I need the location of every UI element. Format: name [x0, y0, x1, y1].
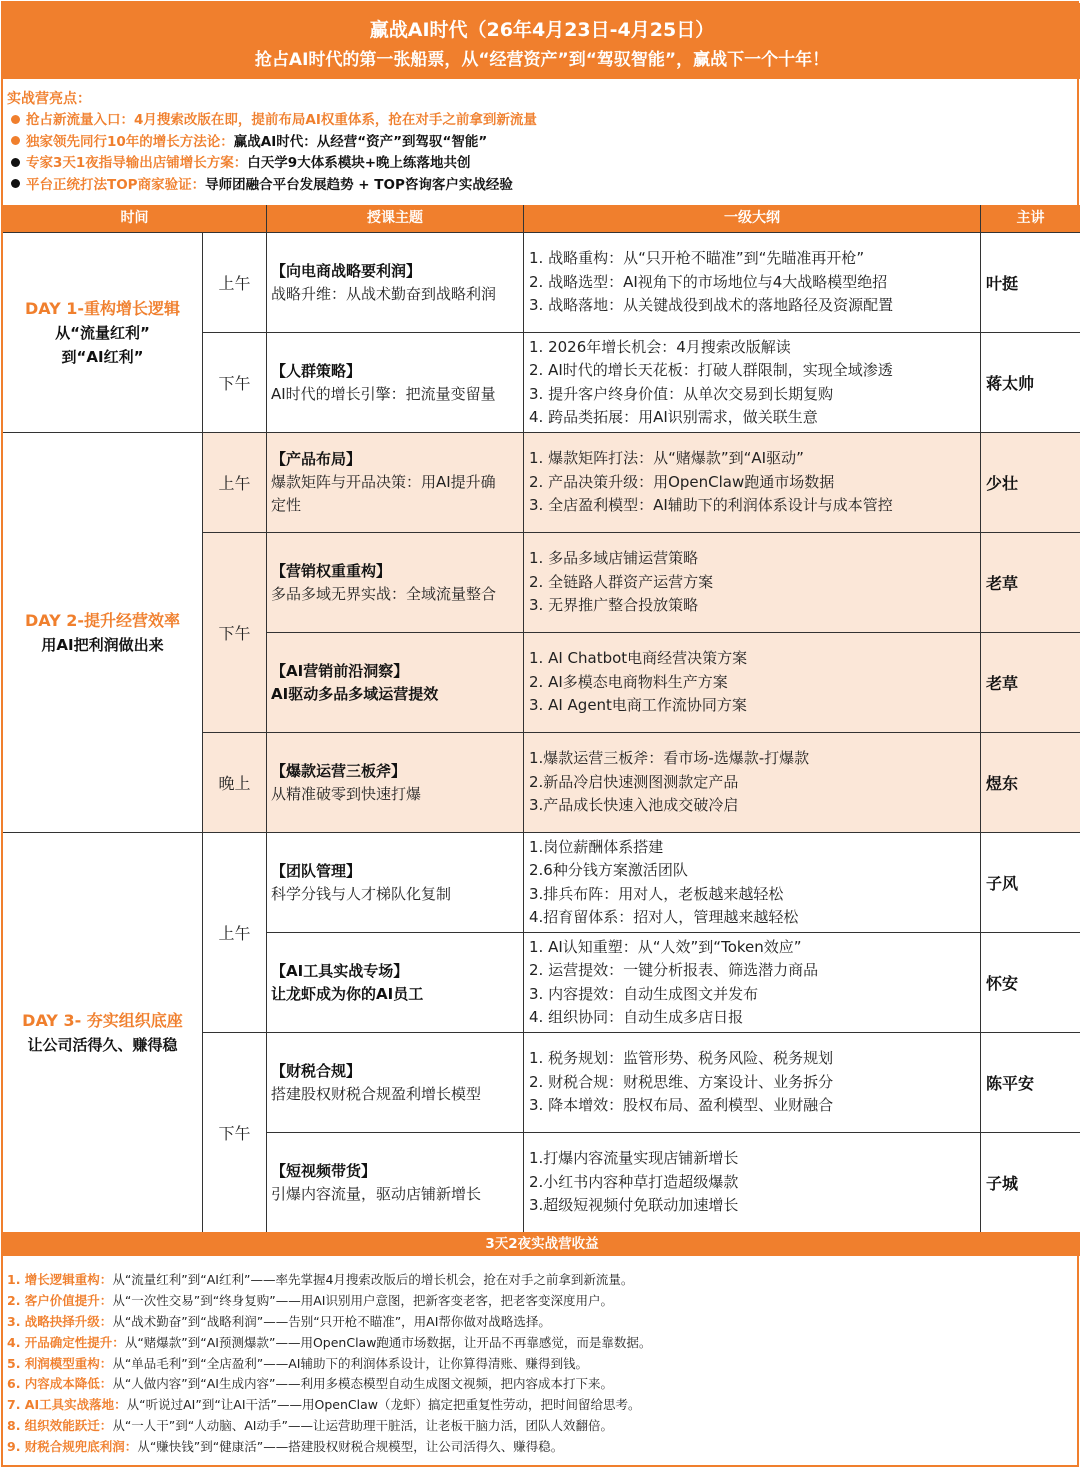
day-cell — [3, 833, 203, 1233]
benefit-text: 从“一人干”到“人动脑、AI动手”——让运营助理干脏活，让老板干脑力活，团队人效翻倍。 — [112, 1418, 613, 1434]
outline-cell — [524, 333, 981, 433]
outline-item: 3. 提升客户终身价值：从单次交易到长期复购 — [529, 384, 834, 403]
lecturer-cell — [981, 933, 1080, 1033]
benefit-item — [7, 1374, 1077, 1395]
time-slot-cell — [203, 233, 267, 333]
highlight-item — [7, 153, 1077, 175]
benefit-item — [7, 1354, 1077, 1375]
benefit-key: 7. AI工具实战落地： — [7, 1397, 127, 1413]
topic-cell — [267, 733, 524, 833]
lecturer-name: 怀安 — [986, 974, 1019, 993]
outline-item: 1.打爆内容流量实现店铺新增长 — [529, 1149, 739, 1168]
outline-item: 3.产品成长快速入池成交破冷启 — [529, 796, 739, 815]
lecturer-name: 叶挺 — [986, 274, 1019, 293]
lecturer-cell — [981, 833, 1080, 933]
topic-title: 【AI营销前沿洞察】 — [271, 661, 409, 680]
highlight-key: 平台正统打法TOP商家验证： — [26, 176, 206, 193]
topic-title: 【短视频带货】 — [271, 1161, 377, 1180]
benefit-item — [7, 1416, 1077, 1437]
highlight-key: 专家3天1夜指导输出店铺增长方案： — [26, 155, 248, 171]
benefit-key: 6. 内容成本降低： — [7, 1376, 113, 1392]
topic-subtitle: 从精准破零到快速打爆 — [271, 784, 422, 803]
lecturer-name: 蒋太帅 — [986, 374, 1035, 393]
header-topic-label: 授课主题 — [367, 210, 423, 226]
bullet-dot-icon — [11, 115, 20, 124]
outline-cell — [524, 533, 981, 633]
outline-item: 2. 全链路人群资产运营方案 — [529, 572, 714, 591]
lecturer-name: 老草 — [986, 574, 1019, 593]
day-title: DAY 1-重构增长逻辑 — [24, 298, 181, 318]
benefit-item — [7, 1395, 1077, 1416]
highlight-item — [7, 175, 1077, 197]
lecturer-name: 子风 — [986, 874, 1019, 893]
lecturer-cell — [981, 333, 1080, 433]
topic-subtitle: 搭建股权财税合规盈利增长模型 — [271, 1084, 482, 1103]
day-title: DAY 2-提升经营效率 — [24, 610, 181, 630]
header-time — [3, 205, 267, 233]
benefits-title: 3天2夜实战营收益 — [3, 1232, 1080, 1256]
topic-title: 【产品布局】 — [271, 450, 362, 468]
benefit-key: 2. 客户价值提升： — [7, 1292, 113, 1308]
outline-item: 2.小红书内容种草打造超级爆款 — [529, 1172, 739, 1191]
day-title: DAY 3- 夯实组织底座 — [22, 1010, 183, 1030]
outline-item: 1. 税务规划：监管形势、税务风险、税务规划 — [529, 1049, 834, 1068]
outline-cell — [524, 733, 981, 833]
topic-cell — [267, 933, 524, 1033]
day-subtitle: 让公司活得久、赚得稳 — [27, 1035, 178, 1054]
benefit-text: 从“赚快钱”到“健康活”——搭建股权财税合规模型，让公司活得久、赚得稳。 — [137, 1439, 564, 1455]
outline-item: 2. AI时代的增长天花板：打破人群限制，实现全域渗透 — [529, 361, 893, 379]
outline-item: 1.爆款运营三板斧：看市场-选爆款-打爆款 — [529, 749, 810, 768]
time-slot-label: 晚上 — [218, 774, 251, 793]
outline-item: 1. 战略重构：从“只开枪不瞄准”到“先瞄准再开枪” — [529, 249, 865, 268]
outline-cell — [524, 833, 981, 933]
highlight-value: 导师团融合平台发展趋势 + TOP咨询客户实战经验 — [205, 176, 513, 193]
outline-item: 3.超级短视频付免联动加速增长 — [529, 1196, 739, 1215]
outline-item: 3. 全店盈利模型：AI辅助下的利润体系设计与成本管控 — [529, 496, 893, 515]
time-slot-label: 上午 — [218, 924, 251, 943]
outline-item: 3. 内容提效：自动生成图文并发布 — [529, 984, 759, 1003]
outline-item: 2.新品冷启快速测图测款定产品 — [529, 772, 739, 791]
outline-item: 2. AI多模态电商物料生产方案 — [529, 672, 728, 691]
benefit-text: 从“流量红利”到“AI红利”——率先掌握4月搜索改版后的增长机会，抢在对手之前拿到新流量。 — [112, 1272, 634, 1287]
lecturer-cell — [981, 1133, 1080, 1233]
outline-item: 4. 组织协同：自动生成多店日报 — [529, 1008, 744, 1026]
lecturer-cell — [981, 233, 1080, 333]
bullet-dot-icon — [11, 136, 20, 145]
outline-item: 2. 战略选型：AI视角下的市场地位与4大战略模型绝招 — [529, 272, 888, 291]
time-slot-cell — [203, 1033, 267, 1233]
lecturer-name: 少壮 — [986, 474, 1019, 493]
topic-title: 【财税合规】 — [271, 1061, 362, 1080]
day-subtitle: 到“AI红利” — [61, 347, 144, 366]
day-subtitle: 从“流量红利” — [55, 323, 150, 342]
highlight-item — [7, 110, 1077, 132]
topic-title: 【AI工具实战专场】 — [271, 961, 409, 980]
topic-subtitle: AI时代的增长引擎：把流量变留量 — [271, 384, 496, 403]
header-outline — [524, 205, 981, 233]
topic-subtitle: 战略升维：从战术勤奋到战略利润 — [271, 284, 497, 303]
page-subtitle: 抢占AI时代的第一张船票，从“经营资产”到“驾驭智能”，赢战下一个十年！ — [254, 50, 830, 70]
header-outline-label: 一级大纲 — [724, 210, 780, 226]
topic-subtitle: 多品多域无界实战：全域流量整合 — [271, 584, 497, 603]
lecturer-name: 老草 — [986, 674, 1019, 693]
time-slot-label: 上午 — [218, 474, 251, 493]
benefits-list — [7, 1270, 1077, 1458]
benefit-key: 8. 组织效能跃迁： — [7, 1418, 113, 1434]
lecturer-cell — [981, 433, 1080, 533]
topic-cell — [267, 433, 524, 533]
benefit-text: 从“人做内容”到“AI生成内容”——利用多模态模型自动生成图文视频，把内容成本打下来。 — [112, 1376, 613, 1392]
topic-cell — [267, 233, 524, 333]
outline-item: 2. 财税合规：财税思维、方案设计、业务拆分 — [529, 1072, 834, 1091]
outline-item: 4. 跨品类拓展：用AI识别需求，做关联生意 — [529, 408, 818, 426]
benefit-item — [7, 1437, 1077, 1458]
topic-cell — [267, 833, 524, 933]
lecturer-name: 煜东 — [986, 774, 1019, 793]
lecturer-cell — [981, 633, 1080, 733]
outline-item: 3.排兵布阵：用对人，老板越来越轻松 — [529, 884, 784, 903]
header-time-label: 时间 — [120, 210, 149, 226]
outline-item: 3. 战略落地：从关键战役到战术的落地路径及资源配置 — [529, 296, 894, 315]
page-title: 赢战AI时代（26年4月23日-4月25日） — [369, 19, 715, 41]
benefit-item — [7, 1270, 1077, 1291]
benefit-text: 从“一次性交易”到“终身复购”——用AI识别用户意图，把新客变老客，把老客变深度用户。 — [112, 1292, 613, 1308]
benefit-text: 从“单品毛利”到“全店盈利”——AI辅助下的利润体系设计，让你算得清账、赚得到钱。 — [112, 1355, 588, 1371]
outline-item: 1. 2026年增长机会：4月搜索改版解读 — [529, 337, 791, 356]
topic-subtitle: 爆款矩阵与开品决策：用AI提升确 — [271, 473, 496, 491]
header-lecturer — [981, 205, 1080, 233]
outline-item: 3. 无界推广整合投放策略 — [529, 596, 699, 615]
outline-cell — [524, 633, 981, 733]
time-slot-cell — [203, 733, 267, 833]
outline-cell — [524, 433, 981, 533]
time-slot-label: 下午 — [218, 624, 251, 643]
topic-title: 【人群策略】 — [271, 361, 362, 380]
topic-cell — [267, 533, 524, 633]
topic-subtitle: AI驱动多品多域运营提效 — [271, 684, 439, 703]
bullet-dot-icon — [11, 158, 20, 167]
time-slot-cell — [203, 833, 267, 1033]
topic-cell — [267, 333, 524, 433]
benefit-text: 从“战术勤奋”到“战略利润”——告别“只开枪不瞄准”，用AI帮你做对战略选择。 — [112, 1313, 551, 1329]
outline-item: 2.6种分钱方案激活团队 — [529, 861, 688, 879]
outline-cell — [524, 933, 981, 1033]
outline-item: 1. AI认知重塑：从“人效”到“Token效应” — [529, 937, 802, 956]
highlight-value: 赢战AI时代：从经营“资产”到驾驭“智能” — [233, 133, 488, 150]
outline-cell — [524, 1133, 981, 1233]
highlight-item — [7, 132, 1077, 154]
highlight-value: 白天学9大体系模块+晚上练落地共创 — [247, 155, 471, 171]
topic-title: 【向电商战略要利润】 — [271, 261, 422, 280]
topic-cell — [267, 633, 524, 733]
outline-item: 2. 产品决策升级：用OpenClaw跑通市场数据 — [529, 472, 835, 491]
page-frame — [1, 1, 1079, 1467]
topic-subtitle: 定性 — [271, 496, 302, 514]
benefit-item — [7, 1291, 1077, 1312]
highlights-title: 实战营亮点： — [7, 91, 91, 107]
highlight-key: 抢占新流量入口：4月搜索改版在即，提前布局AI权重体系，抢在对手之前拿到新流量 — [26, 112, 537, 128]
lecturer-name: 子城 — [986, 1174, 1019, 1193]
topic-subtitle: 引爆内容流量，驱动店铺新增长 — [271, 1184, 482, 1203]
page-header — [3, 3, 1080, 79]
highlights-section — [7, 89, 1077, 196]
header-topic — [267, 205, 524, 233]
schedule-table — [3, 205, 1080, 1232]
outline-cell — [524, 1033, 981, 1133]
topic-cell — [267, 1133, 524, 1233]
lecturer-cell — [981, 1033, 1080, 1133]
lecturer-cell — [981, 733, 1080, 833]
day-subtitle: 用AI把利润做出来 — [41, 635, 164, 654]
topic-cell — [267, 1033, 524, 1133]
outline-item: 3. 降本增效：股权布局、盈利模型、业财融合 — [529, 1096, 834, 1115]
time-slot-label: 下午 — [218, 1124, 251, 1143]
time-slot-cell — [203, 533, 267, 733]
benefit-item — [7, 1333, 1077, 1354]
time-slot-label: 上午 — [218, 274, 251, 293]
benefit-key: 4. 开品确定性提升： — [7, 1334, 125, 1350]
topic-title: 【营销权重重构】 — [271, 561, 392, 580]
topic-title: 【爆款运营三板斧】 — [271, 761, 407, 780]
benefit-key: 9. 财税合规兜底利润： — [7, 1439, 138, 1455]
outline-cell — [524, 233, 981, 333]
time-slot-label: 下午 — [218, 374, 251, 393]
outline-item: 1. 多品多域店铺运营策略 — [529, 549, 699, 568]
benefit-key: 1. 增长逻辑重构： — [7, 1272, 113, 1287]
benefit-text: 从“听说过AI”到“让AI干活”——用OpenClaw（龙虾）搞定把重复性劳动，把时间留给思考。 — [126, 1397, 641, 1413]
lecturer-name: 陈平安 — [986, 1074, 1035, 1093]
benefit-text: 从“赌爆款”到“AI预测爆款”——用OpenClaw跑通市场数据，让开品不再靠感觉，而是靠数据。 — [124, 1334, 652, 1350]
benefit-key: 5. 利润模型重构： — [7, 1355, 113, 1371]
outline-item: 4.招育留体系：招对人，管理越来越轻松 — [529, 908, 799, 926]
day-cell — [3, 433, 203, 833]
outline-item: 1. AI Chatbot电商经营决策方案 — [529, 649, 748, 668]
header-lecturer-label: 主讲 — [1016, 210, 1045, 226]
highlight-key: 独家领先同行10年的增长方法论： — [26, 133, 234, 150]
topic-title: 【团队管理】 — [271, 861, 362, 880]
day-cell — [3, 233, 203, 433]
benefit-key: 3. 战略抉择升级： — [7, 1313, 113, 1329]
outline-item: 1.岗位薪酬体系搭建 — [529, 837, 664, 856]
time-slot-cell — [203, 333, 267, 433]
time-slot-cell — [203, 433, 267, 533]
outline-item: 1. 爆款矩阵打法：从“赌爆款”到“AI驱动” — [529, 449, 804, 468]
topic-subtitle: 科学分钱与人才梯队化复制 — [271, 884, 452, 903]
outline-item: 2. 运营提效：一键分析报表、筛选潜力商品 — [529, 961, 819, 979]
topic-subtitle: 让龙虾成为你的AI员工 — [271, 984, 424, 1003]
outline-item: 3. AI Agent电商工作流协同方案 — [529, 696, 747, 715]
lecturer-cell — [981, 533, 1080, 633]
bullet-dot-icon — [11, 179, 20, 188]
benefit-item — [7, 1312, 1077, 1333]
